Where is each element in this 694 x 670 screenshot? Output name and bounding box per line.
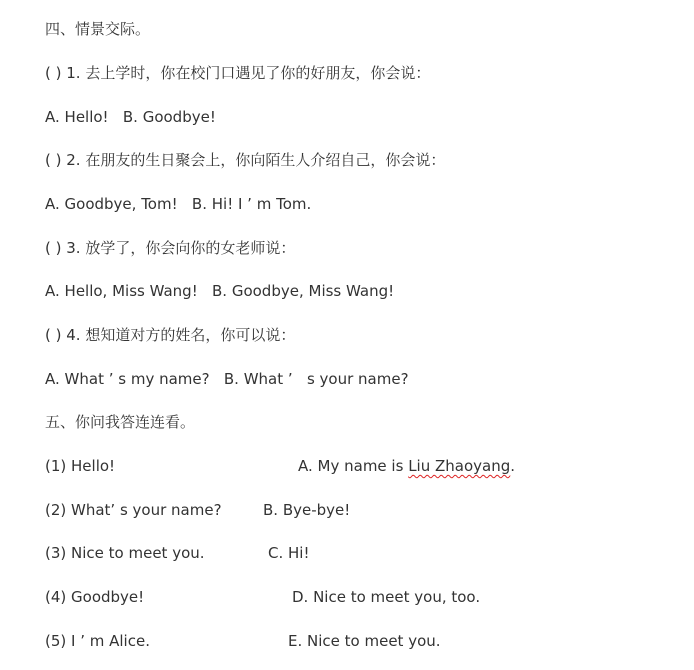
match-left-5: (5) I ’ m Alice. (45, 632, 150, 650)
question-1-prompt: ( ) 1. 去上学时，你在校门口遇见了你的好朋友，你会说： (45, 64, 431, 82)
question-2-prompt: ( ) 2. 在朋友的生日聚会上，你向陌生人介绍自己，你会说： (45, 151, 446, 169)
match-right-d: D. Nice to meet you, too. (292, 588, 481, 606)
match-right-a (298, 456, 515, 476)
question-4-options: A. What ’ s my name? B. What ’ s your name? (45, 370, 409, 388)
match-right-a-prefix: A. My name is (298, 457, 409, 475)
match-left-4: (4) Goodbye! (45, 588, 145, 606)
match-right-b: B. Bye-bye! (263, 501, 351, 519)
match-right-c: C. Hi! (268, 544, 310, 562)
question-1-options: A. Hello! B. Goodbye! (45, 108, 216, 126)
match-left-1: (1) Hello! (45, 457, 116, 475)
question-2-options: A. Goodbye, Tom! B. Hi! I ’ m Tom. (45, 195, 312, 213)
section5-heading: 五、你问我答连连看。 (45, 413, 196, 431)
match-left-2: (2) What’ s your name? (45, 501, 222, 519)
match-right-a-name: Liu Zhaoyang (408, 457, 511, 475)
question-4-prompt: ( ) 4. 想知道对方的姓名，你可以说： (45, 326, 296, 344)
question-3-options: A. Hello, Miss Wang! B. Goodbye, Miss Wang! (45, 282, 395, 300)
section4-heading: 四、情景交际。 (45, 20, 151, 38)
match-right-a-suffix: . (510, 457, 516, 475)
match-right-e: E. Nice to meet you. (288, 632, 441, 650)
question-3-prompt: ( ) 3. 放学了，你会向你的女老师说： (45, 239, 296, 257)
match-left-3: (3) Nice to meet you. (45, 544, 205, 562)
